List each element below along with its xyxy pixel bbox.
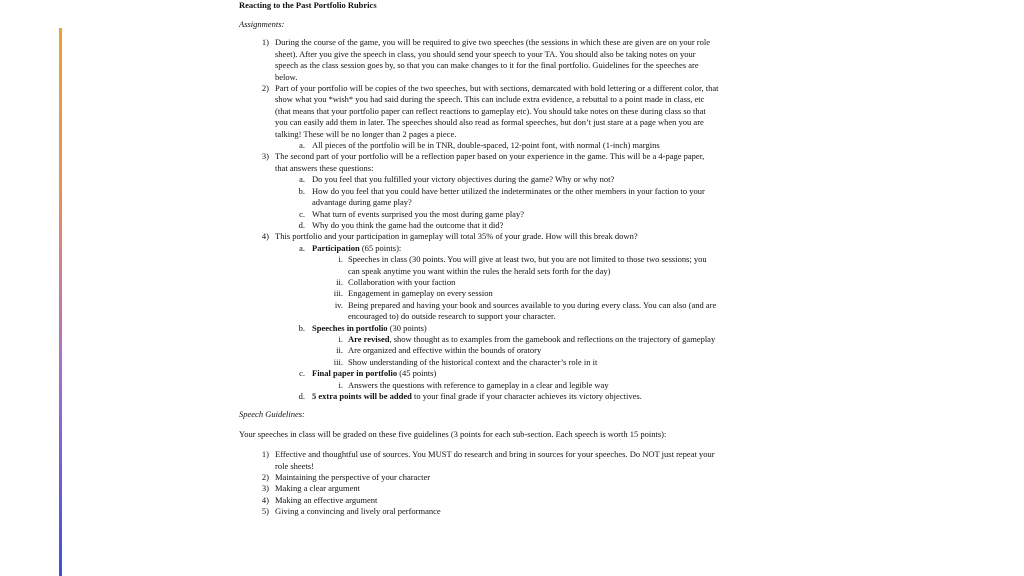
list-item: 3) The second part of your portfolio will be a reflection paper based on your experience in the game. This will be a 4-page paper, that answers these questions: <box>261 151 705 173</box>
list-item: i. Are revised, show thought as to examples from the gamebook and reflections on the trajectory of gameplay <box>338 333 716 344</box>
list-item: b. How do you feel that you could have better utilized the indeterminates or the other members in your faction to your advantage during game play? <box>298 185 705 208</box>
list-item: i. Answers the questions with reference to gameplay in a clear and legible way <box>338 379 609 390</box>
list-item: iii. Show understanding of the historical context and the character’s role in it <box>333 356 598 367</box>
assignments-heading: Assignments: <box>239 19 285 29</box>
list-item: 1) Effective and thoughtful use of sources. You MUST do research and bring in sources for your speeches. Do NOT just repeat your role sheets! <box>261 449 715 471</box>
list-item: ii. Are organized and effective within the bounds of oratory <box>336 345 542 356</box>
list-item: 1) During the course of the game, you will be required to give two speeches (the sessions in which these are given are on your role sheet). After you give the speech in class, you should send your speech to your TA. You should also be taking notes on your speech as the class session goes by, so that you can make changes to it for the final portfolio. Guidelines for the speeches are below. <box>261 37 711 82</box>
list-item: iv. Being prepared and having your book and sources available to you during every class. You can also (and are encouraged to) do outside research to support your character. <box>334 299 717 322</box>
list-item: d. 5 extra points will be added to your final grade if your character achieves its victory objectives. <box>298 391 642 401</box>
list-item: 4) Making an effective argument <box>261 494 378 505</box>
list-item: i. Speeches in class (30 points. You will give at least two, but you are not limited to those two sessions; you can speak anytime you want within the rules the herald sets forth for the day) <box>338 254 707 276</box>
left-accent-bar <box>59 28 62 576</box>
document-page <box>239 0 719 518</box>
list-item: b. Speeches in portfolio (30 points) <box>298 322 427 333</box>
document-title: Reacting to the Past Portfolio Rubrics <box>239 0 377 10</box>
list-item: a. Participation (65 points): <box>299 242 402 253</box>
list-item: a. Do you feel that you fulfilled your victory objectives during the game? Why or why not? <box>299 174 615 185</box>
list-item: c. What turn of events surprised you the most during game play? <box>299 208 524 219</box>
list-item: ii. Collaboration with your faction <box>336 276 456 287</box>
list-item: 3) Making a clear argument <box>261 483 361 494</box>
list-item: 5) Giving a convincing and lively oral performance <box>261 506 441 517</box>
speech-guidelines-heading: Speech Guidelines: <box>239 409 305 420</box>
speech-intro-paragraph: Your speeches in class will be graded on these five guidelines (3 points for each sub-section. Each speech is worth 15 points): <box>239 428 667 439</box>
guidelines-list <box>239 449 719 517</box>
list-item: c. Final paper in portfolio (45 points) <box>299 368 437 379</box>
list-item: 4) This portfolio and your participation in gameplay will total 35% of your grade. How will this break down? <box>261 231 638 242</box>
list-item: 2) Part of your portfolio will be copies of the two speeches, but with sections, demarcated with bold lettering or a different color, that show what you *wish* you had said during the speech. This can include extra evidence, a rebuttal to a point made in class, etc (that means that your portfolio paper can reflect reactions to gameplay etc). You should take notes on these during class so that you can easily add them in later. The speeches should also read as formal speeches, but don’t just stare at a page when you are talking! These will be no longer than 2 pages a piece. <box>261 83 719 139</box>
list-item: iii. Engagement in gameplay on every session <box>333 288 493 299</box>
list-item: a. All pieces of the portfolio will be in TNR, double-spaced, 12-point font, with normal (1-inch) margins <box>299 140 660 151</box>
assignments-list <box>239 37 719 402</box>
list-item: d. Why do you think the game had the outcome that it did? <box>298 219 504 230</box>
list-item: 2) Maintaining the perspective of your character <box>261 472 431 483</box>
